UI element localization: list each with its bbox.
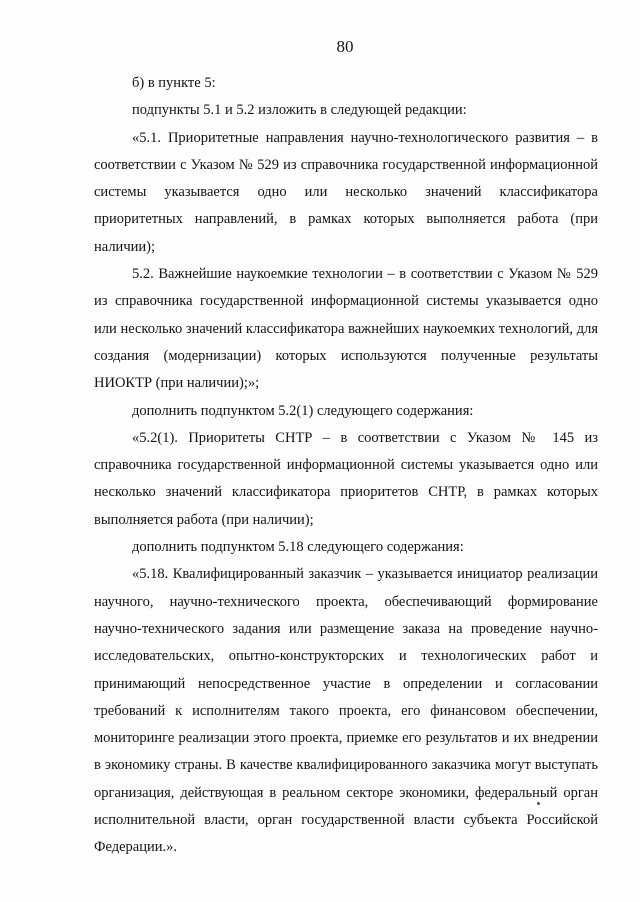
paragraph-add-5-18: дополнить подпунктом 5.18 следующего содержания:	[132, 539, 464, 556]
scan-speck	[537, 802, 540, 805]
paragraph-subclause-5-2-1: «5.2(1). Приоритеты СНТР – в соответствии с Указом № 145 из справочника государственной информационной системы указывается одно или несколько значений классификатора приоритетов СНТР, в рамках которых выполняется работа (при наличии);	[94, 429, 598, 528]
paragraph-amend-5-1-5-2: подпункты 5.1 и 5.2 изложить в следующей редакции:	[132, 102, 467, 119]
paragraph-subclause-5-1: «5.1. Приоритетные направления научно-технологического развития – в соответствии с Указом № 529 из справочника государственной информационной системы указывается одно или несколько значений классификатора приоритетных направлений, в рамках которых выполняется работа (при наличии);	[94, 129, 598, 255]
paragraph-subclause-5-2: 5.2. Важнейшие наукоемкие технологии – в соответствии с Указом № 529 из справочника государственной информационной системы указывается одно или несколько значений классификатора важнейших наукоемких технологий, для создания (модернизации) которых используются полученные результаты НИОКТР (при наличии);»;	[94, 266, 598, 392]
paragraph-subclause-5-18: «5.18. Квалифицированный заказчик – указывается инициатор реализации научного, научно-технического проекта, обеспечивающий формирование научно-технического задания или размещение заказа на проведение научно-исследовательских, опытно-конструкторских и технологических работ и принимающий непосредственное участие в определении и согласовании требований к исполнителям такого проекта, его финансовом обеспечении, мониторинге реализации этого проекта, приемке его результатов и их внедрении в экономику страны. В качестве квалифицированного заказчика могут выступать организация, действующая в реальном секторе экономики, федеральный орган исполнительной власти, орган государственной власти субъекта Российской Федерации.».	[94, 566, 598, 856]
paragraph-clause-b: б) в пункте 5:	[132, 75, 216, 91]
page-number: 80	[336, 37, 354, 56]
paragraph-add-5-2-1: дополнить подпунктом 5.2(1) следующего содержания:	[132, 402, 474, 419]
document-body	[94, 70, 598, 862]
